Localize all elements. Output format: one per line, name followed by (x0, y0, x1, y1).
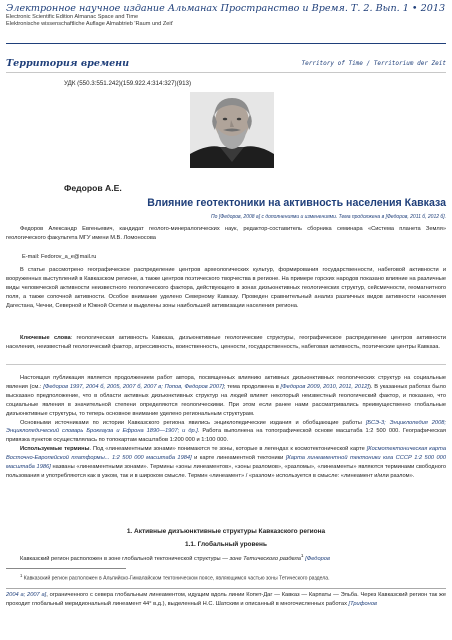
sources-part-b: . Работа выполнена на топографической основе масштаба 1:2 500 000. Географическая привязка пунктов осуществлялась по топокартам масштабов 1:200 000 и 1:100 000. (6, 428, 446, 444)
keywords-text (6, 334, 446, 352)
footnote-rule (6, 568, 126, 569)
header-rule (6, 43, 446, 44)
terms-ref-1[interactable]: [Космотектоническая карта Восточно-Европейской платформы... 1:2 500 000 масштаба 1984] (6, 446, 446, 462)
continued-paragraph (6, 591, 446, 609)
section-title-ru: Территория времени (6, 58, 130, 69)
footnote (20, 572, 440, 583)
continued-text: , ограниченного с севера глобальным линеаментом, идущим вдоль линии Копет-Даг — Кавказ — Карпаты — Эльба. Через Кавказский регион так же проходит глобальный меридиональный линеамент 44° в.д.), выделенный Н.С. Шатским и описанный в многочисленных работах (6, 592, 446, 607)
section-heading-1: 1. Активные дизъюнктивные структуры Кавказского региона (126, 528, 326, 535)
keywords-list: : геологическая активность Кавказа, дизъюнктивные геологические структуры, географическое распределение центров активности населения, неизвестный геологический фактор, агрессивность, воинственность, ценности, государственность, набеговая активность, поэтические центры Кавказа. (6, 335, 446, 350)
terms-ref-2[interactable]: [Карта линеаментной тектоники юга СССР 1:2 500 000 масштаба 1986] (6, 455, 446, 471)
intro-part-c: ). В указанных работах было высказано предположение, что в области активных дизъюнктивных структур на людей влияет некоторый неизвестный геологический фактор, и показано, что социальные явления в значительной степени определяются геологическими. При этом если ранее нами рассматривались преимущественно глобальные дизъюнктивные структуры, то теперь основное внимание уделено региональным структурам. (6, 383, 446, 417)
intro-part-a: Настоящая публикация является продолжением работ автора, посвященных влиянию активных дизъюнктивных геологических структур на социальные явления (см.: (6, 375, 446, 390)
intro-part-b: ; тема продолжена в (223, 383, 281, 390)
footnote-number: 1 (20, 573, 23, 578)
author-name: Федоров А.Е. (64, 183, 122, 193)
section-title-en: Territory of Time / Territorium der Zeit (301, 60, 446, 67)
section-bar (6, 58, 446, 70)
udc-code: УДК (550.3:551.242)(159.922.4:314:327)(913) (64, 80, 192, 87)
abstract (6, 266, 446, 311)
region-italic: зоне Тетического раздела (229, 555, 301, 562)
sources-ref[interactable]: [БСЭ-3; Энциклопедия 2008; Энциклопедический словарь Брокгауза и Ефрона 1890—1907; и др.] (6, 419, 446, 435)
sources-part-a: Основными источниками по истории Кавказского региона явились энциклопедические издания и обобщающие работы (20, 419, 366, 426)
abstract-text: В статье рассмотрено географическое распределение центров археологических культур, формирования государственности, набеговой активности и вооруженных выступлений в Кавказском регионе, а также центров поэтического творчества в регионе. На примере горских народов показано влияние на различные виды человеческой активности неизвестного геологического фактора, действующего в зонах дизъюнктивных геологических структур, сейсмичности, геомагнитного поля, а также сопочной активности. Особое внимание уделено Северному Кавказу. Проведен сравнительный анализ различных видов активности населения Дагестана, Чечни, Северной и Южной Осетии и выделены зоны наибольшей активизации населения региона. (6, 267, 446, 309)
author-bio-text: Федоров Александр Евгеньевич, кандидат геолого-минералогических наук, редактор-составитель сборника семинара «Система планета Земля» геологического факультета МГУ имени М.В. Ломоносова (6, 226, 446, 241)
intro-text (6, 374, 446, 419)
terms-part-c: названы «линеаментными зонами». Термины «зоны линеаментов», «зоны разломов», «разломы», «линеаменты» являются терминами свободного пользования и употребляются как в узком, так и в широком смысле. Термин «линеамент» / «разлом» используется в смысле: «линеамент и/или разлом». (6, 464, 447, 479)
journal-header (6, 3, 446, 28)
terms-label: Используемые термины (20, 446, 90, 453)
region-ref[interactable]: [Федоров (303, 555, 330, 562)
sources-text (6, 419, 446, 446)
author-photo (190, 92, 274, 168)
continued-ref-1[interactable]: 2004 а; 2007 а] (6, 592, 47, 598)
continued-ref-2[interactable]: [Трифонов (348, 600, 377, 607)
author-bio (6, 225, 446, 243)
keywords (6, 334, 446, 352)
terms-text (6, 445, 446, 481)
intro-ref-1[interactable]: [Федоров 1997, 2004 б, 2005, 2007 б, 2007 в; Попов, Федоров 2007] (43, 383, 224, 390)
footnote-mark[interactable]: 1 (300, 554, 304, 559)
footnote-text: Кавказский регион расположен в Альпийско-Гималайском тектоническом поясе, являющимся частью зоны Тетического раздела. (23, 575, 330, 582)
terms-part-b: и карте линеаментной тектоники (191, 455, 286, 462)
intro-paragraph (6, 374, 446, 481)
author-email: E-mail: Fedorov_a_e@mail.ru (22, 254, 97, 260)
intro-ref-2[interactable]: [Федоров 2009, 2010, 2011, 2012] (280, 383, 369, 390)
terms-part-a: . Под «линеаментными зонами» понимаются те зоны, которые в легендах к космотектонической карте (89, 446, 367, 453)
region-part-a: Кавказский регион расположен в зоне глобальной тектонической структуры — (20, 555, 230, 562)
continuation-note: По [Федоров, 2008 а] с дополнениями и изменениями. Тема продолжена в [Федоров, 2011 б, 2012 б]. (211, 214, 446, 220)
page-break-rule (6, 588, 446, 589)
journal-subtitle-en: Electronic Scientific Edition Almanac Space and Time (6, 14, 139, 20)
section-heading-1-1: 1.1. Глобальный уровень (185, 541, 267, 548)
section-rule (6, 72, 446, 73)
journal-subtitle-de: Elektronische wissenschaftliche Auflage Almabtrieb 'Raum und Zeit' (6, 20, 174, 27)
journal-title: Электронное научное издание Альманах Пространство и Время. Т. 2. Вып. 1 • 2013 (6, 3, 446, 14)
region-paragraph (6, 553, 446, 564)
abstract-rule (6, 364, 446, 365)
article-title: Влияние геотектоники на активность населения Кавказа (147, 197, 446, 209)
keywords-label: Ключевые слова (20, 335, 71, 341)
